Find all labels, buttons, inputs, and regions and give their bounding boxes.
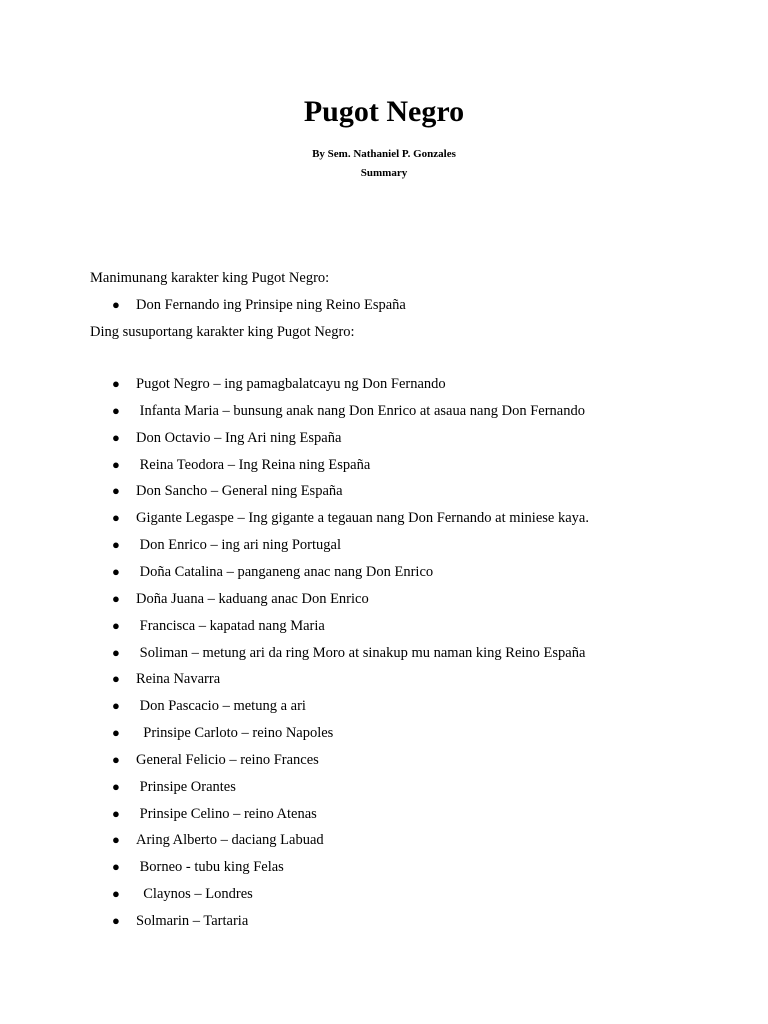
list-item-text: Claynos – Londres — [136, 886, 253, 903]
list-item-text: Prinsipe Carloto – reino Napoles — [136, 725, 334, 742]
bullet-icon: ● — [112, 751, 120, 767]
bullet-icon: ● — [112, 297, 120, 312]
list-item-text: Don Enrico – ing ari ning Portugal — [136, 537, 341, 554]
list-item-text: Pugot Negro – ing pamagbalatcayu ng Don Fernando — [136, 376, 446, 392]
bullet-icon: ● — [112, 402, 120, 418]
list-item-text: Doña Catalina – panganeng anac nang Don Enrico — [136, 563, 434, 580]
bullet-icon: ● — [112, 617, 120, 633]
bullet-icon: ● — [112, 886, 120, 902]
supporting-characters-heading: Ding susuportang karakter king Pugot Negro: — [90, 324, 355, 340]
document-title: Pugot Negro — [303, 95, 465, 128]
bullet-icon: ● — [112, 913, 120, 928]
list-item-text: Prinsipe Celino – reino Atenas — [136, 805, 317, 822]
bullet-icon: ● — [112, 698, 120, 714]
bullet-icon: ● — [112, 859, 120, 875]
bullet-icon: ● — [112, 778, 120, 794]
main-characters-heading: Manimunang karakter king Pugot Negro: — [90, 270, 330, 286]
bullet-icon: ● — [112, 590, 120, 606]
bullet-icon: ● — [112, 537, 120, 553]
bullet-icon: ● — [112, 483, 120, 499]
list-item-text: Doña Juana – kaduang anac Don Enrico — [136, 590, 369, 607]
list-item-text: Soliman – metung ari da ring Moro at sinakup mu naman king Reino España — [136, 644, 586, 661]
bullet-icon: ● — [112, 510, 120, 526]
list-item-text: Infanta Maria – bunsung anak nang Don Enrico at asaua nang Don Fernando — [136, 402, 585, 419]
list-item-text: Reina Teodora – Ing Reina ning España — [136, 456, 371, 473]
list-item-text: Prinsipe Orantes — [136, 778, 236, 795]
bullet-icon: ● — [112, 456, 120, 472]
list-item-text: Aring Alberto – daciang Labuad — [136, 832, 324, 849]
list-item-text: Solmarin – Tartaria — [136, 913, 249, 929]
list-item-text: Don Fernando ing Prinsipe ning Reino España — [136, 297, 406, 313]
bullet-icon: ● — [112, 376, 120, 391]
bullet-icon: ● — [112, 563, 120, 579]
bullet-icon: ● — [112, 832, 120, 848]
list-item-text: Gigante Legaspe – Ing gigante a tegauan nang Don Fernando at miniese kaya. — [136, 510, 589, 527]
list-item-text: General Felicio – reino Frances — [136, 751, 319, 768]
summary-label: Summary — [360, 167, 408, 179]
list-item-text: Borneo - tubu king Felas — [136, 859, 284, 876]
list-item-text: Don Octavio – Ing Ari ning España — [136, 429, 342, 446]
author-byline: By Sem. Nathaniel P. Gonzales — [312, 148, 456, 160]
list-item-text: Don Sancho – General ning España — [136, 483, 343, 500]
bullet-icon: ● — [112, 644, 120, 660]
bullet-icon: ● — [112, 429, 120, 445]
bullet-icon: ● — [112, 805, 120, 821]
list-item-text: Francisca – kapatad nang Maria — [136, 617, 325, 634]
bullet-icon: ● — [112, 671, 120, 687]
list-item-text: Reina Navarra — [136, 671, 221, 688]
list-item-text: Don Pascacio – metung a ari — [136, 698, 306, 715]
bullet-icon: ● — [112, 725, 120, 741]
